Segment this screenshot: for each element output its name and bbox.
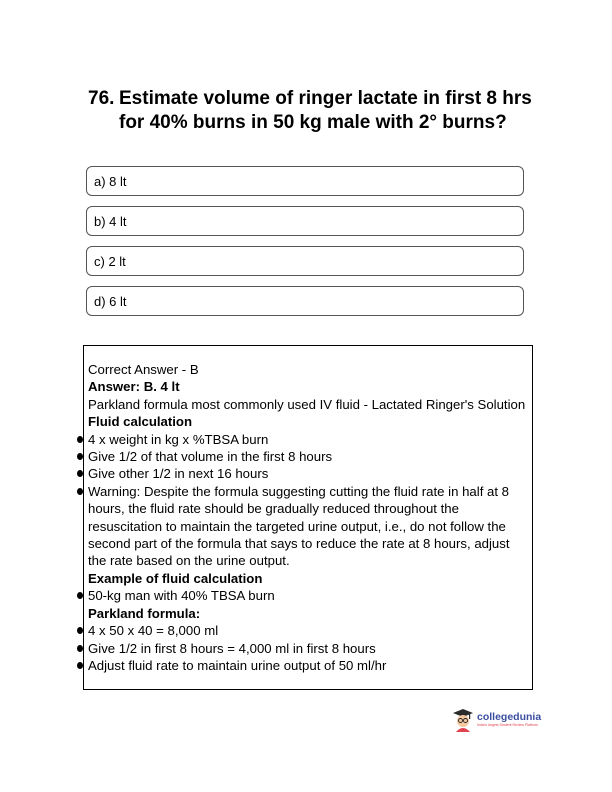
- question-text: Estimate volume of ringer lactate in first 8 hrs for 40% burns in 50 kg male with 2° burns?: [119, 88, 532, 133]
- collegedunia-logo: [452, 706, 562, 734]
- fluid-calculation-list: [88, 431, 528, 570]
- list-item: 4 x 50 x 40 = 8,000 ml: [88, 622, 528, 639]
- option-c-label: c) 2 lt: [94, 253, 126, 269]
- logo-text: [477, 712, 541, 728]
- logo-tagline: India's largest Student Review Platform: [477, 723, 538, 727]
- list-item: 4 x weight in kg x %TBSA burn: [88, 431, 528, 448]
- question-number: 76.: [88, 88, 115, 109]
- option-a[interactable]: [86, 166, 524, 196]
- option-b-label: b) 4 lt: [94, 213, 127, 229]
- option-d-label: d) 6 lt: [94, 293, 127, 309]
- list-item: Give 1/2 of that volume in the first 8 hours: [88, 448, 528, 465]
- list-item: Give other 1/2 in next 16 hours: [88, 465, 528, 482]
- logo-name: collegedunia: [477, 711, 542, 723]
- option-c[interactable]: [86, 246, 524, 276]
- option-a-label: a) 8 lt: [94, 173, 127, 189]
- example-heading: Example of fluid calculation: [88, 570, 263, 586]
- list-item: Give 1/2 in first 8 hours = 4,000 ml in first 8 hours: [88, 640, 528, 657]
- fluid-calculation-heading: Fluid calculation: [88, 414, 193, 430]
- option-b[interactable]: [86, 206, 524, 236]
- list-item: 50-kg man with 40% TBSA burn: [88, 587, 528, 604]
- correct-answer-line: Correct Answer - B: [88, 362, 199, 377]
- intro-text: Parkland formula most commonly used IV fluid - Lactated Ringer's Solution: [88, 396, 526, 412]
- list-item: Warning: Despite the formula suggesting cutting the fluid rate in half at 8 hours, the fluid rate should be gradually reduced throughout the resuscitation to maintain the targeted urine output, i.e., do not follow the second part of the formula that says to reduce the rate at 8 hours, adjust the rate based on the urine output.: [88, 483, 528, 570]
- question-title: [88, 87, 538, 135]
- answer-content: [88, 361, 528, 674]
- list-item: Adjust fluid rate to maintain urine output of 50 ml/hr: [88, 657, 528, 674]
- option-d[interactable]: [86, 286, 524, 316]
- answer-line: Answer: B. 4 lt: [88, 379, 180, 395]
- answer-explanation-box: [83, 345, 533, 690]
- graduate-mascot-icon: [452, 708, 474, 732]
- parkland-formula-heading: Parkland formula:: [88, 605, 201, 621]
- parkland-list: [88, 622, 528, 674]
- example-list: [88, 587, 528, 604]
